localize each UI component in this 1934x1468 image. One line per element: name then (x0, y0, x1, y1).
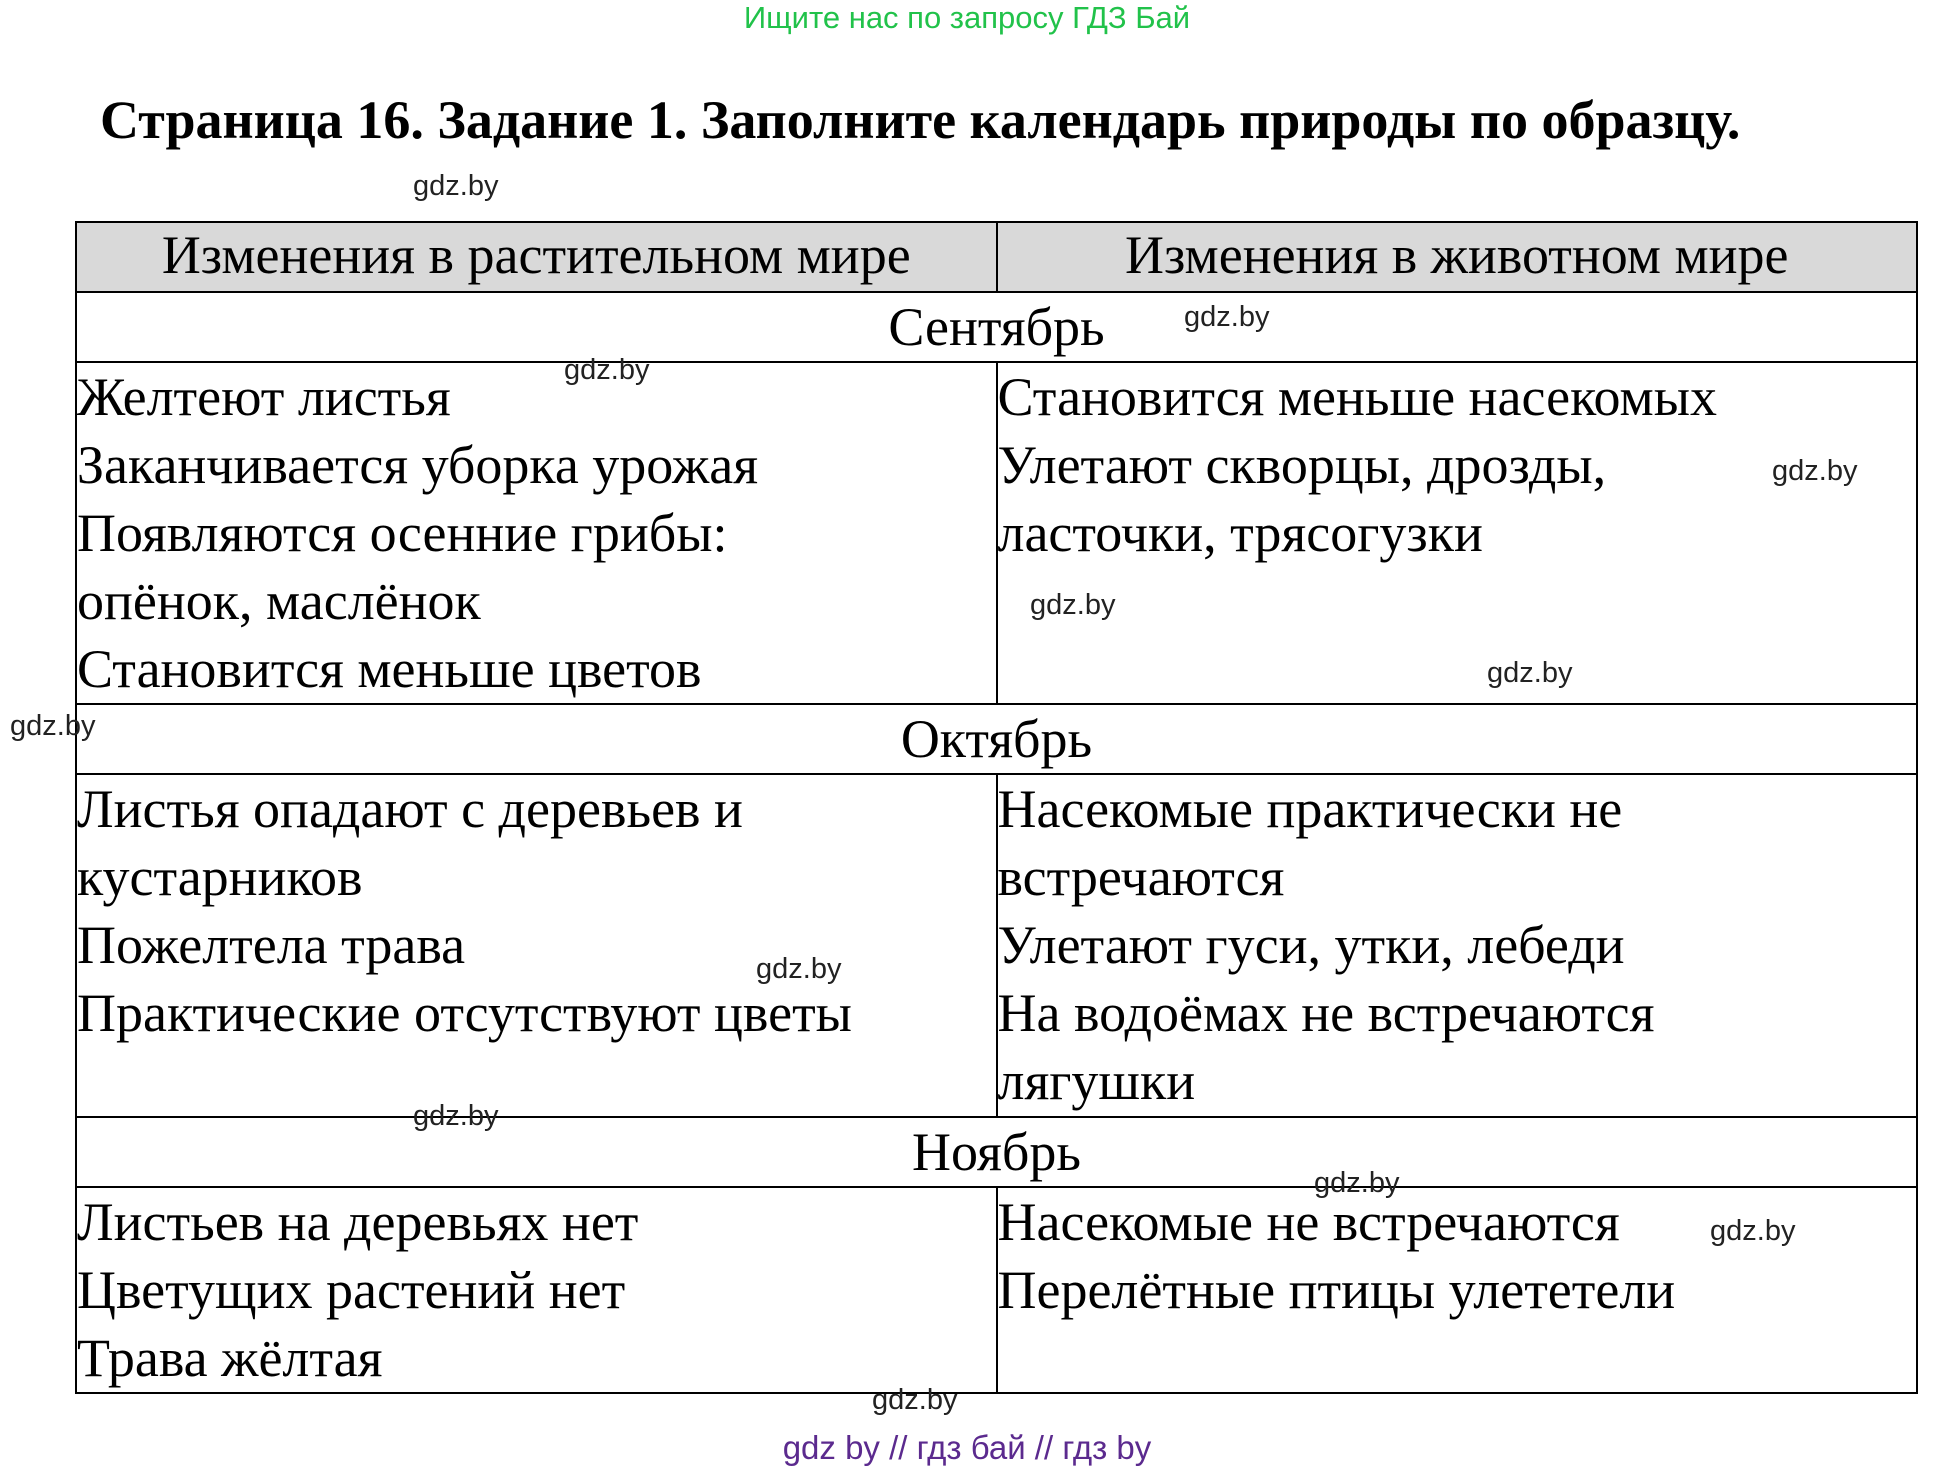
september-plants-cell (76, 362, 997, 704)
month-row-october (76, 704, 1917, 774)
animal-change: лягушки (997, 1051, 1196, 1111)
plant-change: Трава жёлтая (77, 1328, 383, 1388)
animal-change: Насекомые практически не (997, 779, 1623, 839)
plant-change: Листьев на деревьях нет (77, 1192, 639, 1252)
plant-change: Листья опадают с деревьев и (77, 779, 743, 839)
watermark: gdz.by (1487, 657, 1573, 689)
october-animals-cell (997, 774, 1918, 1117)
animal-change: Улетают гуси, утки, лебеди (997, 915, 1625, 975)
watermark: gdz.by (413, 1100, 499, 1132)
september-content-row (76, 362, 1917, 704)
october-content-row (76, 774, 1917, 1117)
animal-change: Улетают скворцы, дрозды, (997, 435, 1607, 495)
plant-change: Желтеют листья (77, 367, 451, 427)
watermark: gdz.by (1710, 1215, 1796, 1247)
plant-change: Заканчивается уборка урожая (77, 435, 759, 495)
watermark: gdz.by (756, 953, 842, 985)
october-plants-cell (76, 774, 997, 1117)
month-label: Октябрь (76, 704, 1917, 774)
watermark: gdz.by (564, 354, 650, 386)
top-banner[interactable]: Ищите нас по запросу ГДЗ Бай (743, 0, 1191, 35)
month-row-november (76, 1117, 1917, 1187)
november-content-row (76, 1187, 1917, 1393)
header-plants: Изменения в растительном мире (76, 222, 997, 292)
watermark: gdz.by (1184, 301, 1270, 333)
watermark: gdz.by (1030, 589, 1116, 621)
animal-change: Перелётные птицы улететели (997, 1260, 1676, 1320)
plant-change: опёнок, маслёнок (77, 571, 481, 631)
watermark: gdz.by (872, 1384, 958, 1416)
november-plants-cell (76, 1187, 997, 1393)
nature-calendar-table (75, 221, 1918, 1394)
watermark: gdz.by (10, 710, 96, 742)
animal-change: встречаются (997, 847, 1285, 907)
animal-change: ласточки, трясогузки (997, 503, 1483, 563)
plant-change: Становится меньше цветов (77, 639, 702, 699)
september-animals-cell (997, 362, 1918, 704)
watermark: gdz.by (1314, 1167, 1400, 1199)
plant-change: кустарников (77, 847, 363, 907)
plant-change: Пожелтела трава (77, 915, 466, 975)
plant-change: Практические отсутствуют цветы (77, 983, 852, 1043)
header-animals: Изменения в животном мире (997, 222, 1918, 292)
month-label: Ноябрь (76, 1117, 1917, 1187)
month-label: Сентябрь (76, 292, 1917, 362)
footer-links[interactable]: gdz by // гдз бай // гдз by (782, 1429, 1152, 1466)
watermark: gdz.by (1772, 455, 1858, 487)
watermark: gdz.by (413, 170, 499, 202)
plant-change: Цветущих растений нет (77, 1260, 626, 1320)
header-row (76, 222, 1917, 292)
plant-change: Появляются осенние грибы: (77, 503, 728, 563)
month-row-september (76, 292, 1917, 362)
animal-change: На водоёмах не встречаются (997, 983, 1655, 1043)
animal-change: Насекомые не встречаются (997, 1192, 1620, 1252)
page-title: Страница 16. Задание 1. Заполните календарь природы по образцу. (100, 90, 1741, 150)
animal-change: Становится меньше насекомых (997, 367, 1717, 427)
